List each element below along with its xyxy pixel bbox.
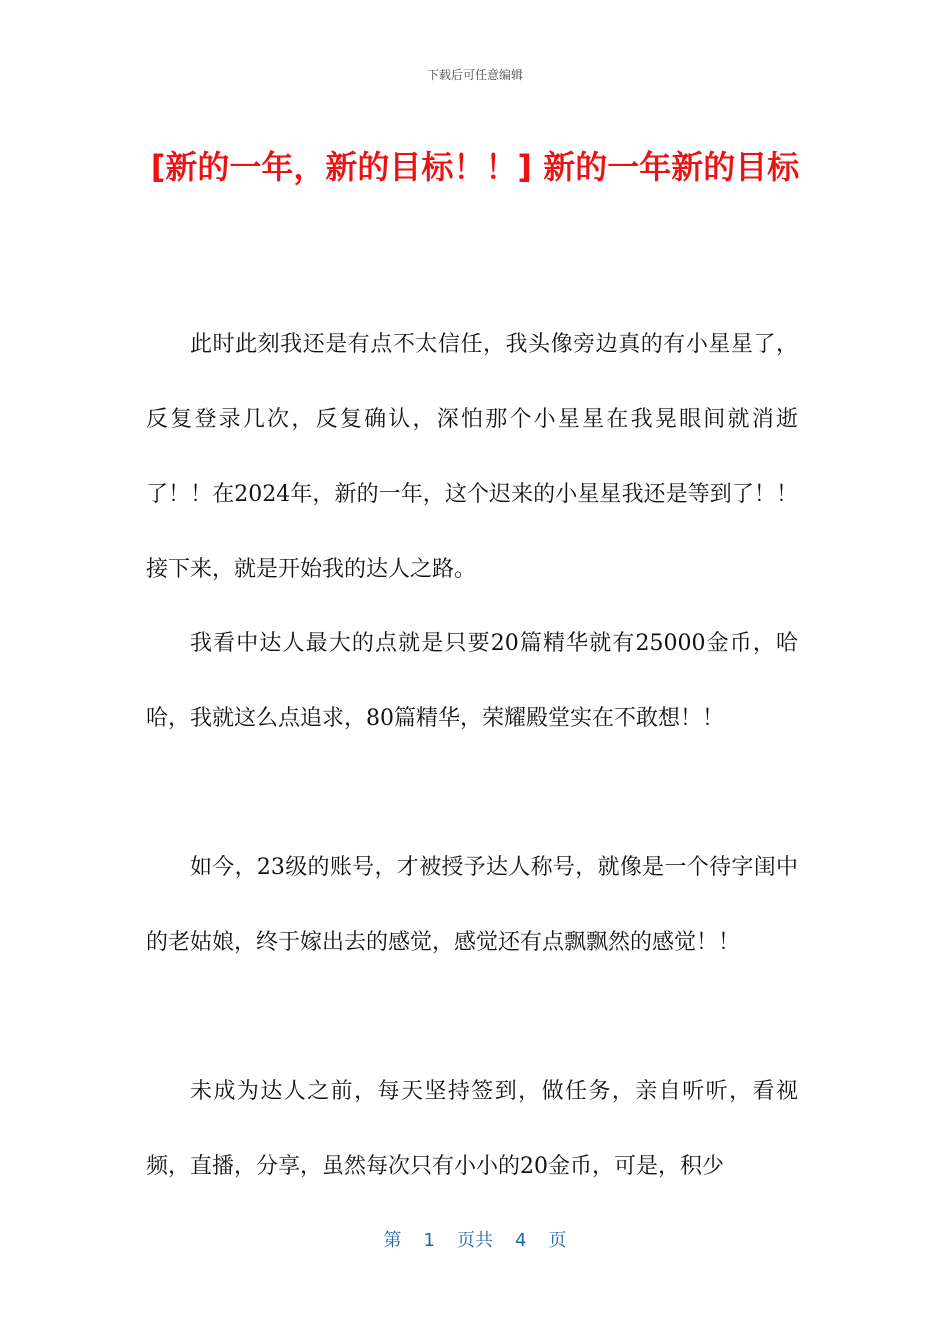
current-page-number: 1 — [423, 1230, 435, 1251]
page-prefix: 第 — [383, 1230, 402, 1251]
page-footer — [0, 1226, 950, 1252]
page-mid: 页共 — [457, 1230, 493, 1251]
total-pages-number: 4 — [515, 1230, 527, 1251]
paragraph-3 — [146, 830, 798, 980]
document-title: [新的一年，新的目标！！] 新的一年新的目标 — [150, 148, 800, 186]
paragraph-text: 如今，23级的账号，才被授予达人称号，就像是一个待字闺中的老姑娘，终于嫁出去的感觉，感觉还有点飘飘然的感觉！！ — [146, 855, 798, 955]
page-suffix: 页 — [548, 1230, 567, 1251]
paragraph-1 — [146, 307, 798, 607]
paragraph-text: 此时此刻我还是有点不太信任，我头像旁边真的有小星星了，反复登录几次，反复确认，深怕那个小星星在我晃眼间就消逝了！！在2024年，新的一年，这个迟来的小星星我还是等到了！！接下来，就是开始我的达人之路。 — [146, 332, 798, 582]
paragraph-2 — [146, 606, 798, 756]
paragraph-text: 未成为达人之前，每天坚持签到，做任务，亲自听听，看视频，直播，分享，虽然每次只有小小的20金币，可是，积少 — [146, 1079, 798, 1179]
paragraph-4 — [146, 1054, 798, 1204]
paragraph-text: 我看中达人最大的点就是只要20篇精华就有25000金币，哈哈，我就这么点追求，80篇精华，荣耀殿堂实在不敢想！！ — [146, 631, 798, 731]
header-note: 下载后可任意编辑 — [426, 68, 523, 82]
